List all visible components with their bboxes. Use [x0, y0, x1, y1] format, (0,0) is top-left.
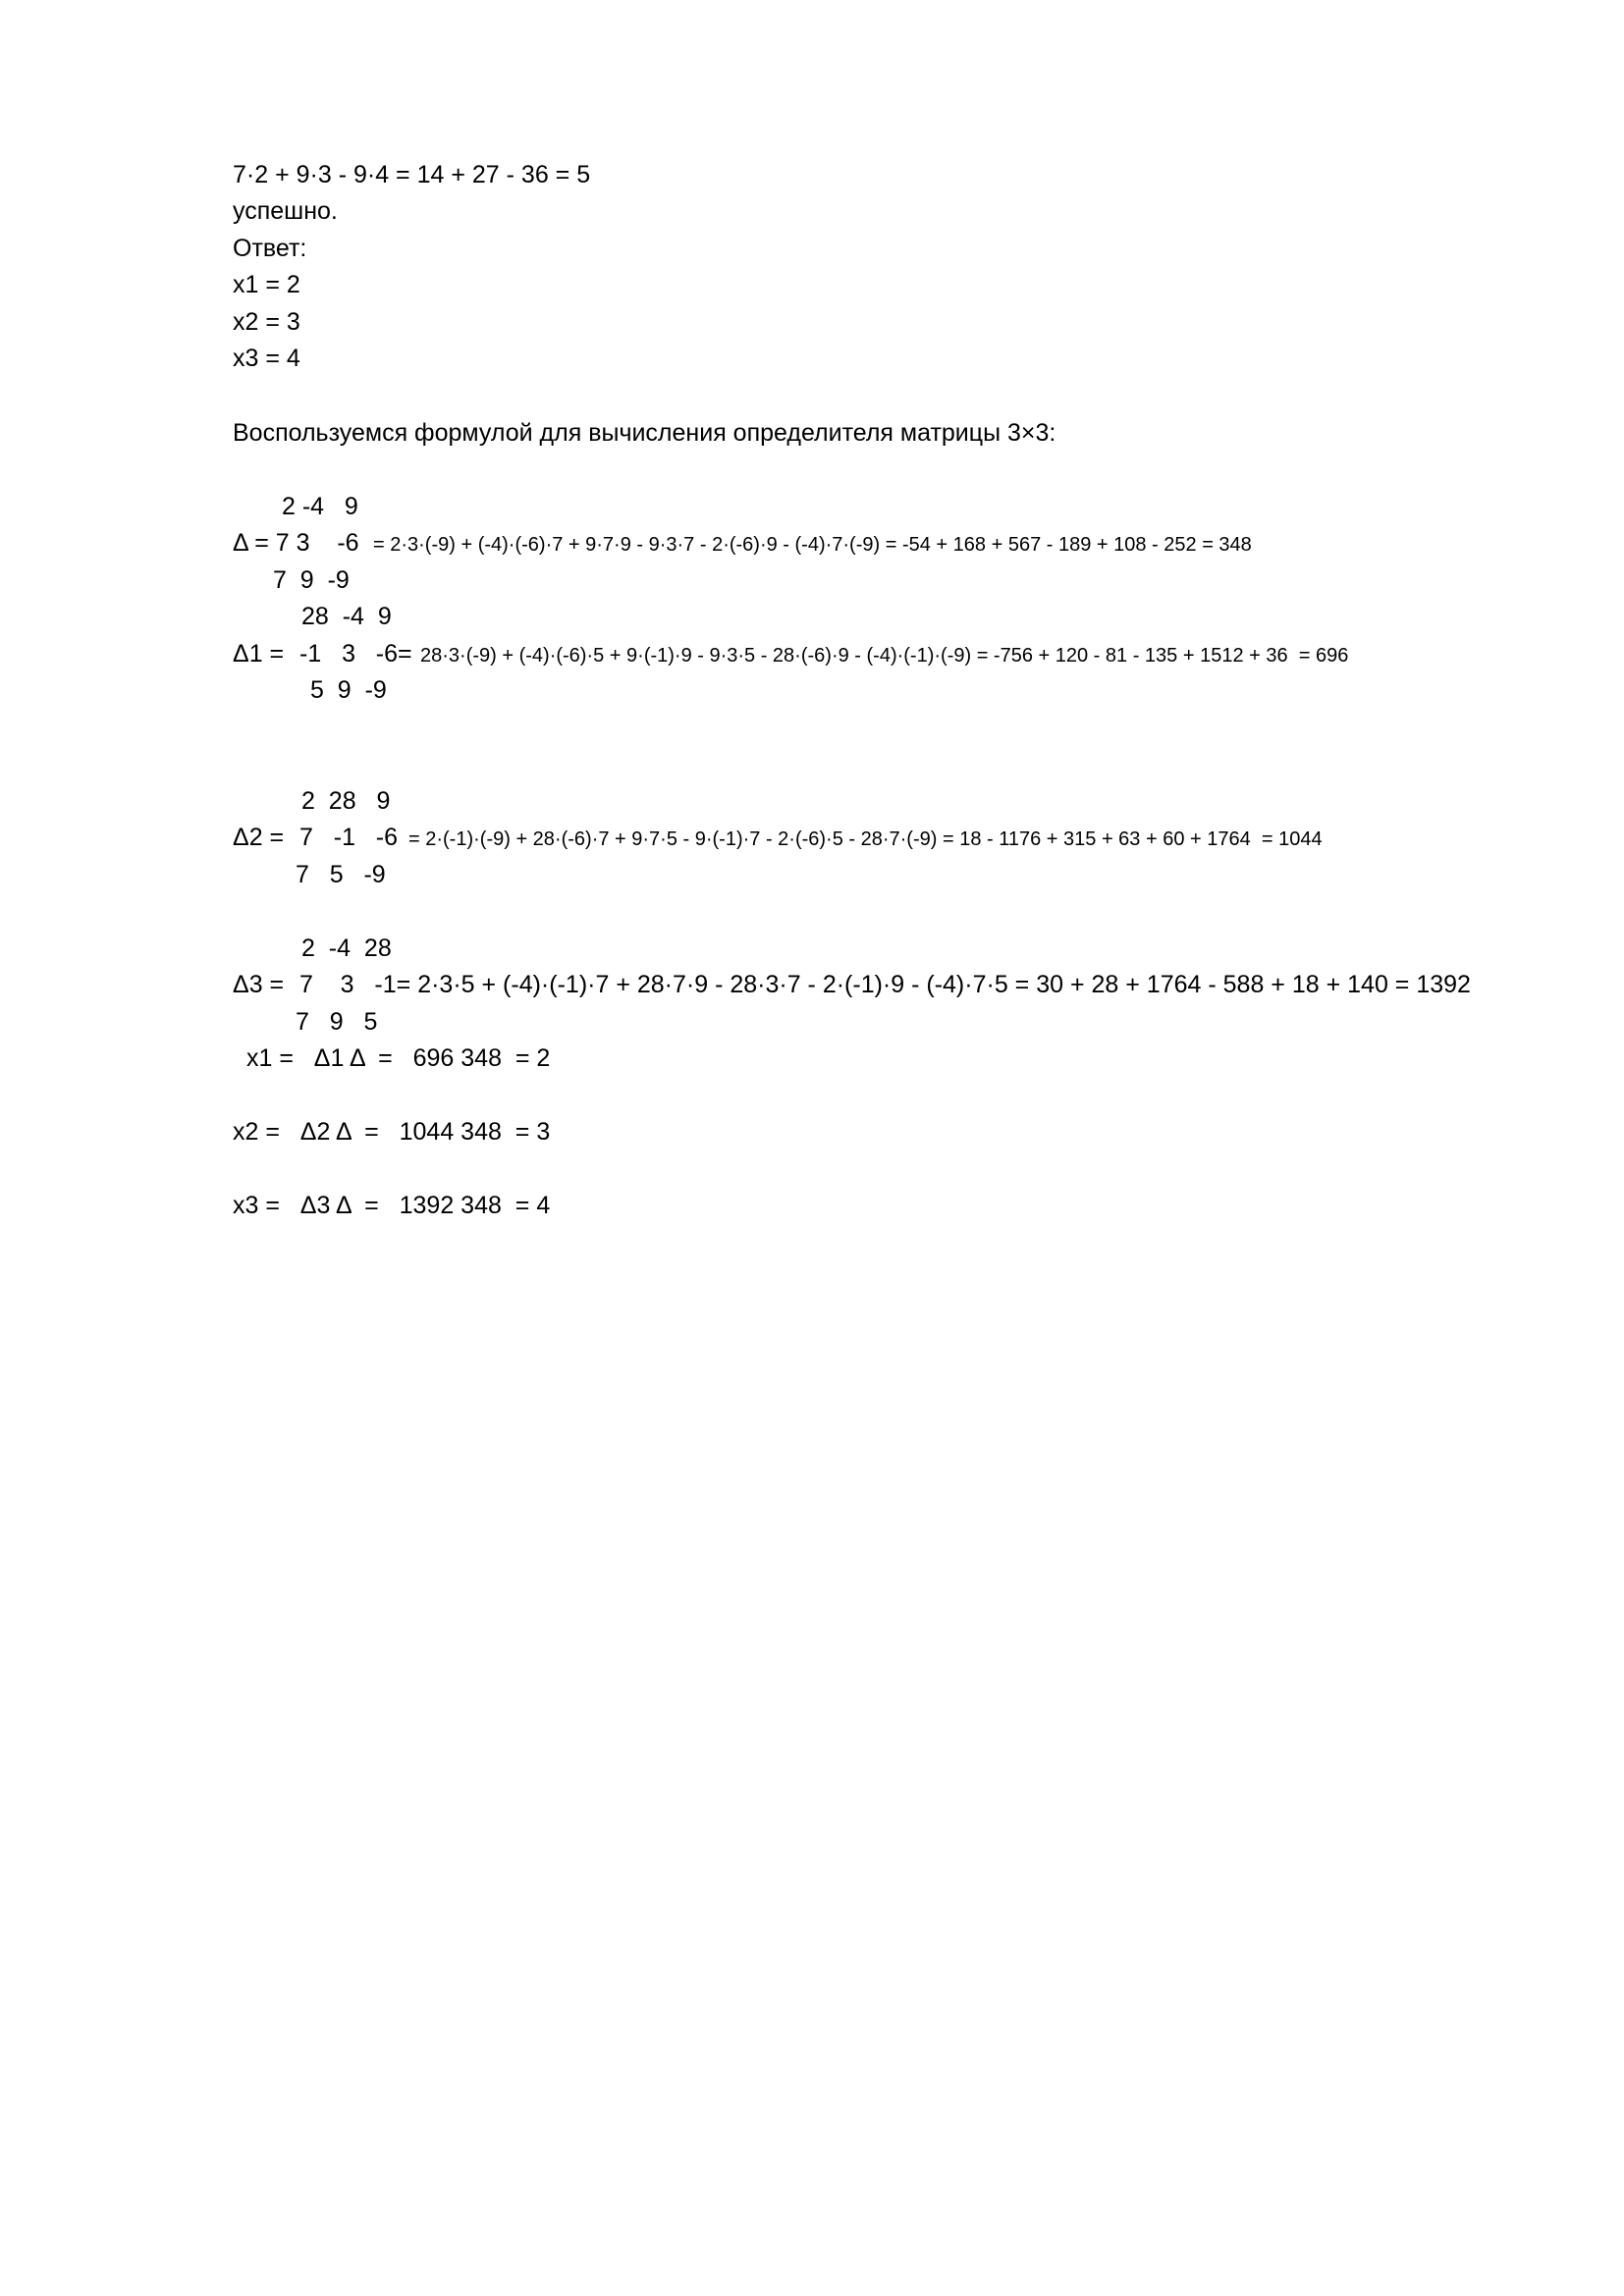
delta2-label: Δ2 =: [233, 824, 285, 851]
answer-x3: x3 = 4: [233, 345, 300, 372]
delta-matrix-row1: 2 -4 9: [282, 493, 358, 520]
answer-x1: x1 = 2: [233, 271, 300, 298]
delta-expansion: = 2·3·(-9) + (-4)·(-6)·7 + 9·7·9 - 9·3·7 - 2·(-6)·9 - (-4)·7·(-9) = -54 + 168 + 567 - 189 + 108 - 252 = 348: [373, 534, 1252, 556]
success-text: успешно.: [233, 197, 338, 225]
result-x2: x2 = Δ2 Δ = 1044 348 = 3: [233, 1118, 551, 1146]
answer-label: Ответ:: [233, 235, 307, 262]
delta3-label: Δ3 =: [233, 971, 285, 998]
delta2-matrix-row1: 2 28 9: [301, 787, 391, 815]
delta-label-row2: Δ = 7 3 -6: [233, 529, 359, 557]
answer-x2: x2 = 3: [233, 308, 300, 336]
delta2-matrix-row2: 7 -1 -6: [299, 824, 399, 851]
delta3-matrix-row3: 7 9 5: [296, 1008, 378, 1036]
check-line: 7·2 + 9·3 - 9·4 = 14 + 27 - 36 = 5: [233, 161, 591, 188]
delta1-matrix-row3: 5 9 -9: [310, 676, 387, 704]
delta1-matrix-row2: -1 3 -6=: [299, 640, 412, 667]
formula-intro: Воспользуемся формулой для вычисления определителя матрицы 3×3:: [233, 419, 1056, 447]
delta3-matrix-row1: 2 -4 28: [301, 934, 392, 962]
delta1-expansion: 28·3·(-9) + (-4)·(-6)·5 + 9·(-1)·9 - 9·3·5 - 28·(-6)·9 - (-4)·(-1)·(-9) = -756 + 120 - 81 - 135 + 1512 + 36 = 696: [420, 645, 1349, 667]
delta3-matrix-row2: 7 3 -1= 2·3·5 + (-4)·(-1)·7 + 28·7·9 - 28·3·7 - 2·(-1)·9 - (-4)·7·5 = 30 + 28 + 1764 - 588 + 18 + 140 = 1392: [299, 971, 1471, 998]
result-x1: x1 = Δ1 Δ = 696 348 = 2: [246, 1044, 551, 1072]
delta1-label: Δ1 =: [233, 640, 285, 667]
delta2-expansion: = 2·(-1)·(-9) + 28·(-6)·7 + 9·7·5 - 9·(-1)·7 - 2·(-6)·5 - 28·7·(-9) = 18 - 1176 + 315 + 63 + 60 + 1764 = 1044: [408, 828, 1323, 850]
delta-matrix-row3: 7 9 -9: [273, 566, 350, 594]
delta1-matrix-row1: 28 -4 9: [301, 603, 392, 630]
result-x3: x3 = Δ3 Δ = 1392 348 = 4: [233, 1192, 551, 1219]
delta2-matrix-row3: 7 5 -9: [296, 861, 386, 888]
